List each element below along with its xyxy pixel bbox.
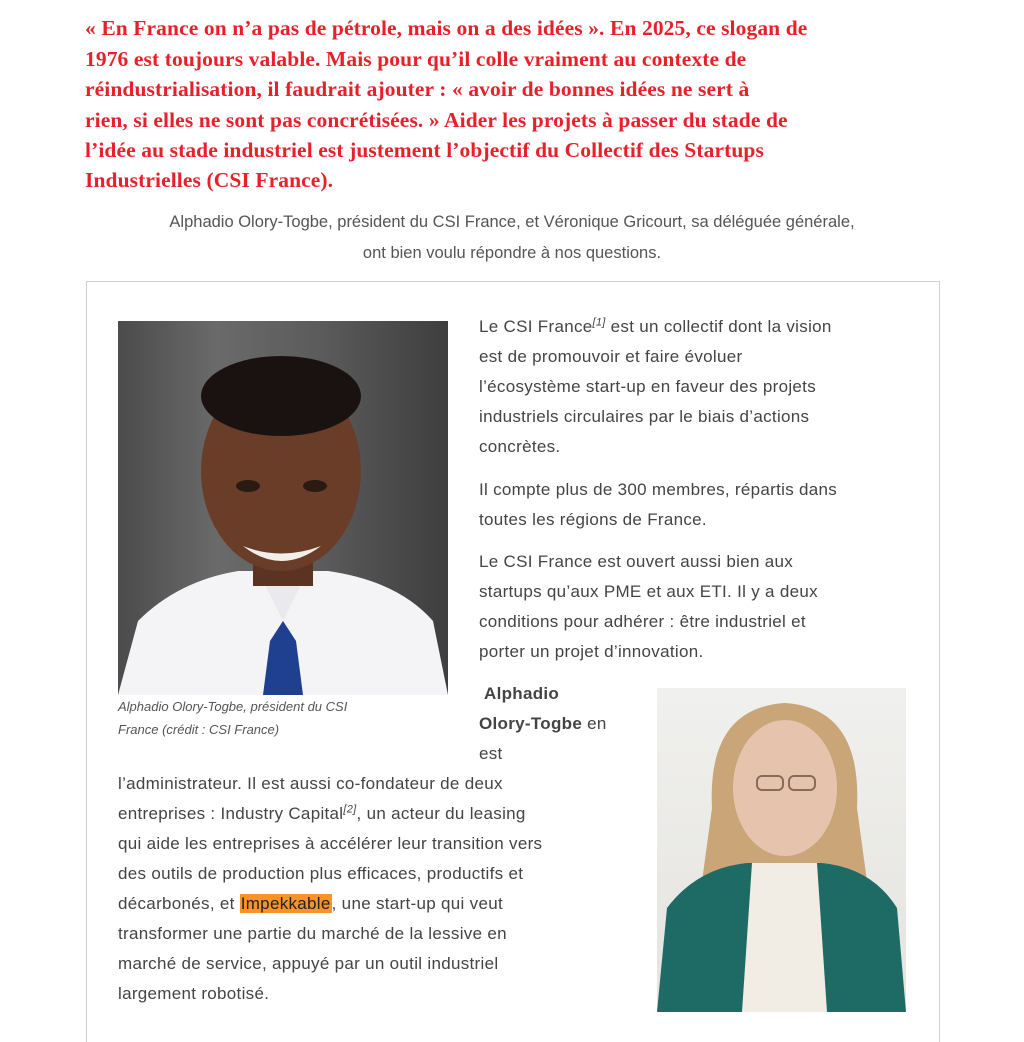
- paragraph-line: industriels circulaires par le biais d’actions: [479, 407, 810, 426]
- paragraph-line: l’administrateur. Il est aussi co-fondateur de deux: [118, 774, 503, 793]
- paragraph-line: Olory-Togbe en: [479, 714, 607, 733]
- paragraph-line: porter un projet d’innovation.: [479, 642, 704, 661]
- paragraph-line: transformer une partie du marché de la lessive en: [118, 924, 507, 943]
- paragraph-line: largement robotisé.: [118, 984, 270, 1003]
- paragraph-line: marché de service, appuyé par un outil industriel: [118, 954, 499, 973]
- footnote-link-1[interactable]: [1]: [592, 316, 606, 329]
- photo-veronique-gricourt: [657, 688, 906, 1012]
- paragraph-line: est de promouvoir et faire évoluer: [479, 347, 743, 366]
- paragraph-line: concrètes.: [479, 437, 561, 456]
- paragraph-line: conditions pour adhérer : être industriel et: [479, 612, 806, 631]
- subtitle-line: ont bien voulu répondre à nos questions.: [362, 244, 662, 262]
- bold-name: Alphadio: [484, 684, 560, 703]
- paragraph-line: toutes les régions de France.: [479, 510, 707, 529]
- paragraph-line: Le CSI France[1] est un collectif dont la vision: [479, 316, 832, 336]
- intro-line: « En France on n’a pas de pétrole, mais on a des idées ». En 2025, ce slogan de: [85, 16, 808, 40]
- footnote-link-2[interactable]: [2]: [343, 803, 357, 816]
- photo-caption: Alphadio Olory-Togbe, président du CSI: [118, 699, 348, 714]
- photo-alphadio-olory-togbe: [118, 321, 448, 695]
- paragraph-line: startups qu’aux PME et aux ETI. Il y a deux: [479, 582, 818, 601]
- highlighted-link-impekkable[interactable]: Impekkable: [240, 894, 331, 913]
- paragraph-line: décarbonés, et Impekkable, une start-up qui veut: [118, 894, 503, 913]
- intro-line: 1976 est toujours valable. Mais pour qu’il colle vraiment au contexte de: [85, 47, 747, 71]
- paragraph-line: est: [479, 744, 503, 763]
- subtitle-line: Alphadio Olory-Togbe, président du CSI France, et Véronique Gricourt, sa déléguée générale,: [169, 213, 855, 231]
- paragraph-line: qui aide les entreprises à accélérer leur transition vers: [118, 834, 543, 853]
- paragraph-line: des outils de production plus efficaces, productifs et: [118, 864, 524, 883]
- paragraph-line: Il compte plus de 300 membres, répartis dans: [479, 480, 838, 499]
- intro-line: Industrielles (CSI France).: [85, 168, 334, 192]
- intro-line: l’idée au stade industriel est justement l’objectif du Collectif des Startups: [85, 138, 764, 162]
- intro-line: réindustrialisation, il faudrait ajouter : « avoir de bonnes idées ne sert à: [85, 77, 750, 101]
- intro-line: rien, si elles ne sont pas concrétisées. » Aider les projets à passer du stade de: [85, 108, 788, 132]
- paragraph-line: l’écosystème start-up en faveur des projets: [479, 377, 816, 396]
- paragraph-line: entreprises : Industry Capital[2], un acteur du leasing: [118, 803, 526, 823]
- photo-caption: France (crédit : CSI France): [118, 722, 280, 737]
- paragraph-line: Le CSI France est ouvert aussi bien aux: [479, 552, 794, 571]
